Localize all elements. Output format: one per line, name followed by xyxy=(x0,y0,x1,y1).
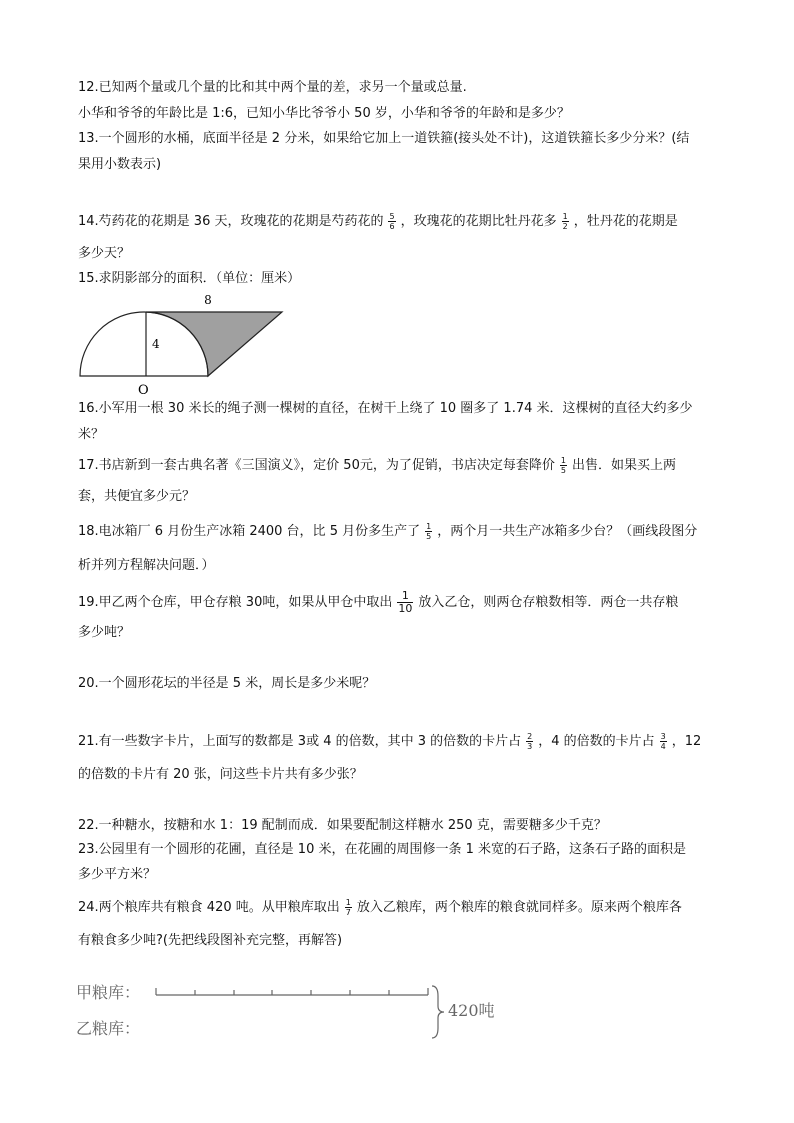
q24-text-b: 放入乙粮库，两个粮库的粮食就同样多。原来两个粮库各 xyxy=(356,900,682,915)
q23-line1: 23.公园里有一个圆形的花圃，直径是 10 米，在花圃的周围修一条 1 米宽的石子路，这条石子路的面积是 xyxy=(78,842,687,857)
q17-fraction: $\frac{1}{5}$ xyxy=(560,456,566,475)
q16-line1: 16.小军用一根 30 米长的绳子测一棵树的直径，在树干上绕了 10 圈多了 1.74 米．这棵树的直径大约多少 xyxy=(78,401,693,416)
q20-line1: 20.一个圆形花坛的半径是 5 米，周长是多少米呢？ xyxy=(78,676,376,691)
q19-text-b: 放入乙仓，则两仓存粮数相等．两仓一共存粮 xyxy=(418,595,679,610)
q15-shaded-region xyxy=(146,312,282,376)
q24-label-yi: 乙粮库： xyxy=(76,1019,141,1038)
q21-line1 xyxy=(78,732,701,751)
q18-text-b: ，两个月一共生产冰箱多少台？（画线段图分 xyxy=(437,524,698,539)
q17-line1 xyxy=(78,456,676,475)
q19-text-a: 19.甲乙两个仓库，甲仓存粮 30吨，如果从甲仓中取出 xyxy=(78,595,393,610)
q21-text-b: ，4 的倍数的卡片占 xyxy=(538,734,655,749)
q19-fraction: $\frac{1}{10}$ xyxy=(398,589,413,615)
q14-text-c: ，牡丹花的花期是 xyxy=(573,214,678,229)
q21-line2: 的倍数的卡片有 20 张，问这些卡片共有多少张？ xyxy=(78,767,363,782)
q12-line2: 小华和爷爷的年龄比是 1:6，已知小华比爷爷小 50 岁，小华和爷爷的年龄和是多少？ xyxy=(78,106,570,121)
q15-label-center: O xyxy=(138,383,149,398)
q12-line1: 12.已知两个量或几个量的比和其中两个量的差，求另一个量或总量. xyxy=(78,80,467,95)
q17-line2: 套，共便宜多少元？ xyxy=(78,489,196,504)
q13-line1: 13.一个圆形的水桶，底面半径是 2 分米，如果给它加上一道铁箍(接头处不计)，这道铁箍长多少分米？(结 xyxy=(78,131,690,146)
q24-fraction: $\frac{1}{7}$ xyxy=(345,898,351,917)
q15-figure xyxy=(74,288,294,400)
q19-line2: 多少吨？ xyxy=(78,625,131,640)
q24-text-a: 24.两个粮库共有粮食 420 吨。从甲粮库取出 xyxy=(78,900,340,915)
q14-text-a: 14.芍药花的花期是 36 天，玫瑰花的花期是芍药花的 xyxy=(78,214,384,229)
q21-text-a: 21.有一些数字卡片，上面写的数都是 3或 4 的倍数，其中 3 的倍数的卡片占 xyxy=(78,734,522,749)
q24-label-jia: 甲粮库： xyxy=(76,983,141,1002)
q24-total-label: 420吨 xyxy=(448,1001,495,1020)
q16-line2: 米？ xyxy=(78,427,105,442)
q24-line1 xyxy=(78,898,682,917)
q22-line1: 22.一种糖水，按糖和水 1：19 配制而成．如果要配制这样糖水 250 克，需要糖多少千克？ xyxy=(78,818,607,833)
q14-text-b: ，玫瑰花的花期比牡丹花多 xyxy=(400,214,557,229)
q24-line2: 有粮食多少吨?(先把线段图补充完整，再解答) xyxy=(78,933,343,948)
q18-line2: 析并列方程解决问题．） xyxy=(78,558,215,573)
q15-label-height: 4 xyxy=(152,337,160,351)
q24-brace xyxy=(432,986,444,1038)
q21-fraction-1: $\frac{2}{3}$ xyxy=(527,732,533,751)
q17-text-a: 17.书店新到一套古典名著《三国演义》，定价 50元，为了促销，书店决定每套降价 xyxy=(78,458,555,473)
q14-fraction-2: $\frac{1}{2}$ xyxy=(562,212,568,231)
q23-line2: 多少平方米？ xyxy=(78,867,157,882)
q14-fraction-1: $\frac{5}{6}$ xyxy=(389,212,395,231)
q24-segment-diagram xyxy=(74,976,514,1046)
q13-line2: 果用小数表示) xyxy=(78,157,162,172)
q24-jia-segment xyxy=(156,988,428,995)
q17-text-b: 出售．如果买上两 xyxy=(571,458,676,473)
q15-line1: 15.求阴影部分的面积．（单位：厘米） xyxy=(78,271,301,286)
q18-line1 xyxy=(78,522,697,541)
q21-fraction-2: $\frac{3}{4}$ xyxy=(660,732,666,751)
q15-label-top: 8 xyxy=(204,293,212,307)
q14-line1 xyxy=(78,212,678,231)
q19-line1 xyxy=(78,590,678,615)
q21-text-c: ，12 xyxy=(671,734,702,749)
q18-text-a: 18.电冰箱厂 6 月份生产冰箱 2400 台，比 5 月份多生产了 xyxy=(78,524,421,539)
q14-line2: 多少天？ xyxy=(78,246,131,261)
q18-fraction: $\frac{1}{5}$ xyxy=(426,522,432,541)
